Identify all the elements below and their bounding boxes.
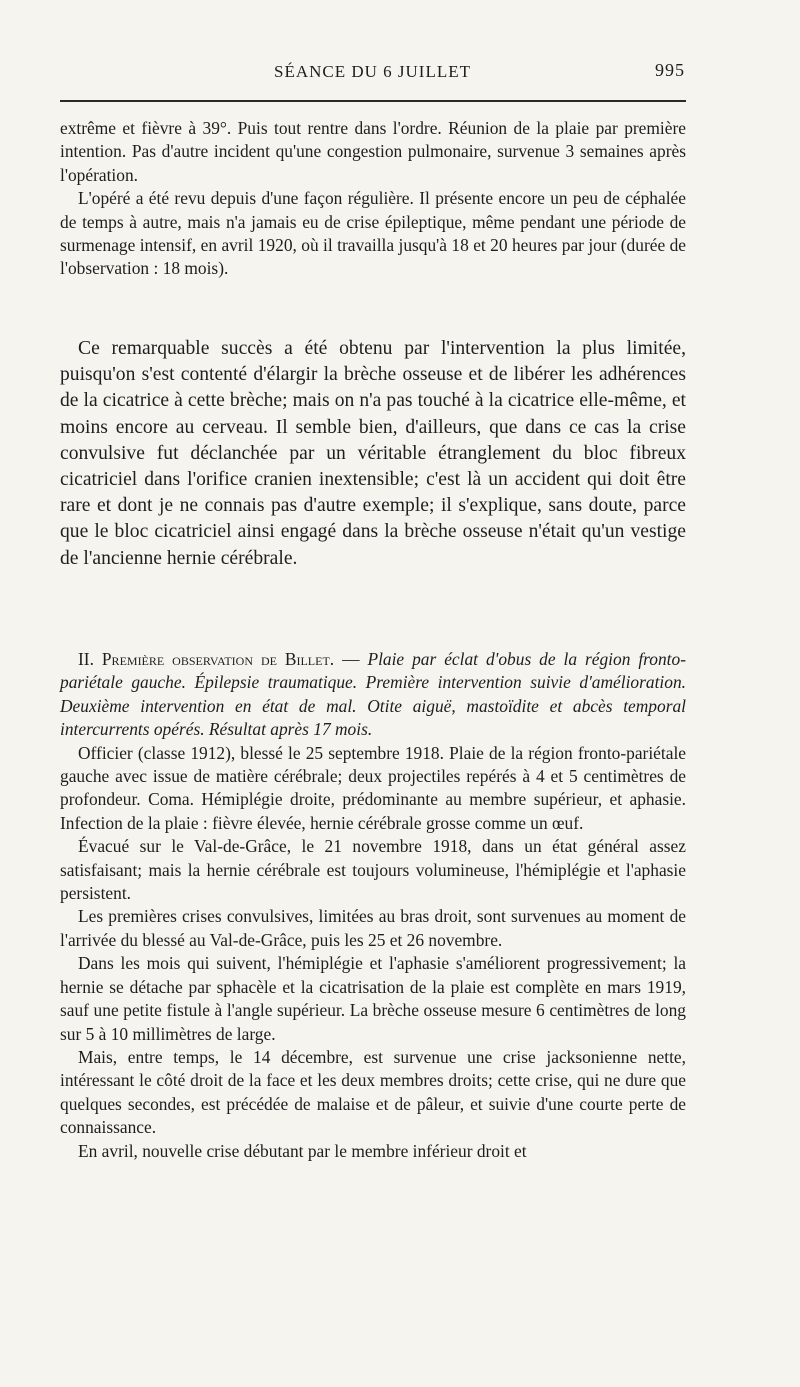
- observation-heading: [60, 648, 686, 742]
- paragraph: Les premières crises convulsives, limitées au bras droit, sont survenues au moment de l'arrivée du blessé au Val-de-Grâce, puis les 25 et 26 novembre.: [60, 906, 686, 950]
- heading-dash: —: [342, 649, 360, 669]
- header-rule: [60, 100, 686, 102]
- observation-continuation: [60, 117, 686, 281]
- heading-number: II.: [78, 649, 94, 669]
- commentary-block: [60, 336, 686, 572]
- page-number: 995: [655, 60, 685, 80]
- running-header: [60, 60, 685, 86]
- paragraph: Évacué sur le Val-de-Grâce, le 21 novembre 1918, dans un état général assez satisfaisant; mais la hernie cérébrale est toujours volumineuse, l'hémiplégie et l'aphasie persistent.: [60, 836, 686, 904]
- paragraph: En avril, nouvelle crise débutant par le membre inférieur droit et: [78, 1140, 527, 1161]
- heading-summary: Plaie par éclat d'obus de la région fronto-pariétale gauche. Épilepsie traumatique. Première intervention suivie d'amélioration. Deuxième intervention en état de mal. Otite aiguë, mastoïdite et abcès temporal intercurrents opérés. Résultat après 17 mois.: [60, 649, 686, 740]
- paragraph: extrême et fièvre à 39°. Puis tout rentre dans l'ordre. Réunion de la plaie par première intention. Pas d'autre incident qu'une congestion pulmonaire, survenue 3 semaines après l'opération.: [60, 118, 686, 185]
- observation-two: [60, 648, 686, 1163]
- paragraph: L'opéré a été revu depuis d'une façon régulière. Il présente encore un peu de céphalée de temps à autre, mais n'a jamais eu de crise épileptique, même pendant une période de surmenage intensif, en avril 1920, où il travailla jusqu'à 18 et 20 heures par jour (durée de l'observation : 18 mois).: [60, 188, 686, 279]
- commentary-paragraph: Ce remarquable succès a été obtenu par l'intervention la plus limitée, puisqu'on s'est contenté d'élargir la brèche osseuse et de libérer les adhérences de la cicatrice à cette brèche; mais on n'a pas touché à la cicatrice elle-même, et moins encore au cerveau. Il semble bien, d'ailleurs, que dans ce cas la crise convulsive fut déclanchée par un véritable étranglement du bloc fibreux cicatriciel dans l'orifice cranien inextensible; c'est là un accident qui doit être rare et dont je ne connais pas d'autre exemple; il s'explique, sans doute, parce que le bloc cicatriciel ainsi engagé dans la brèche osseuse n'était qu'un vestige de l'ancienne hernie cérébrale.: [60, 338, 686, 569]
- paragraph: Dans les mois qui suivent, l'hémiplégie et l'aphasie s'améliorent progressivement; la hernie se détache par sphacèle et la cicatrisation de la plaie est complète en mars 1919, sauf une petite fistule à l'angle supérieur. La brèche osseuse mesure 6 centimètres de long sur 5 à 10 millimètres de large.: [60, 953, 686, 1044]
- heading-label: Première observation de Billet.: [101, 649, 335, 669]
- paragraph: Officier (classe 1912), blessé le 25 septembre 1918. Plaie de la région fronto-pariétale gauche avec issue de matière cérébrale; deux projectiles repérés à 4 et 5 centimètres de profondeur. Coma. Hémiplégie droite, prédominante au membre supérieur, et aphasie. Infection de la plaie : fièvre élevée, hernie cérébrale grosse comme un œuf.: [60, 742, 686, 833]
- running-title: SÉANCE DU 6 JUILLET: [273, 62, 471, 81]
- paragraph: Mais, entre temps, le 14 décembre, est survenue une crise jacksonienne nette, intéressant le côté droit de la face et les deux membres droits; cette crise, qui ne dure que quelques secondes, est précédée de malaise et de pâleur, et suivie d'une courte perte de connaissance.: [60, 1046, 686, 1138]
